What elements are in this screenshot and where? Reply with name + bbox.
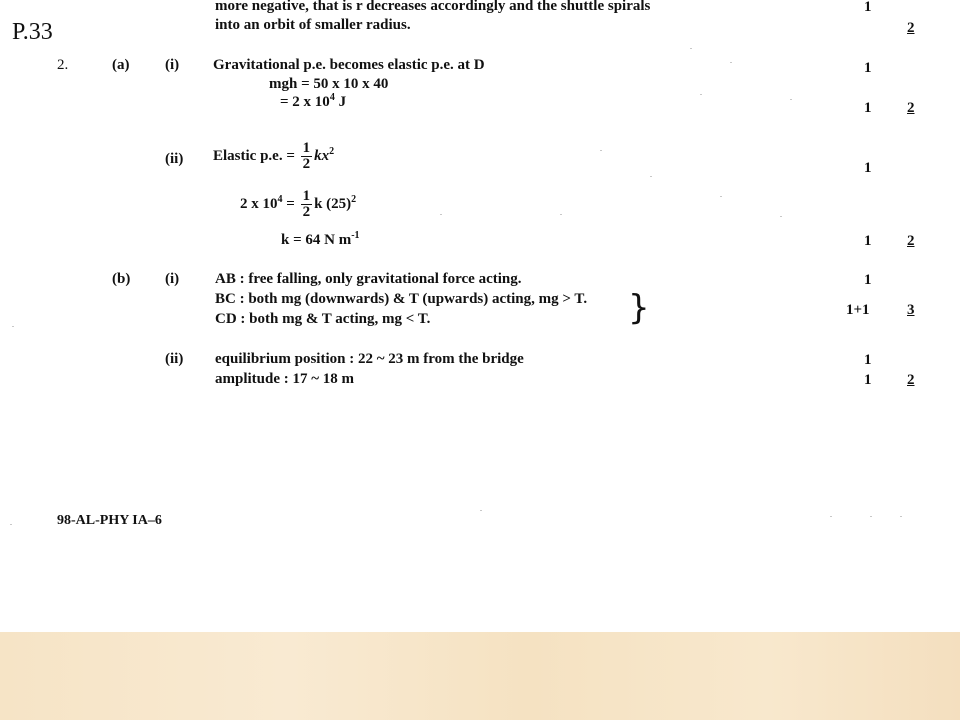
part-a-i-mark-1: 1 — [864, 60, 872, 76]
part-a-i-line-2: mgh = 50 x 10 x 40 — [269, 76, 389, 92]
fraction-half: $\frac{1}{2}$ — [302, 140, 311, 172]
page-label: P.33 — [12, 19, 53, 45]
intro-mark: 1 — [864, 0, 872, 15]
right-brace: } — [628, 288, 650, 328]
exam-code-footer: 98-AL-PHY IA–6 — [57, 513, 162, 528]
intro-total: 2 — [907, 20, 915, 36]
part-a-i-label: (i) — [165, 57, 180, 73]
part-b-label: (b) — [112, 271, 131, 287]
scan-speck — [560, 214, 562, 215]
scan-speck — [830, 516, 832, 517]
part-a-ii-total: 2 — [907, 233, 915, 249]
scan-speck — [870, 516, 872, 517]
scan-speck — [700, 94, 702, 95]
scan-speck — [900, 516, 902, 517]
part-b-i-line-2: BC : both mg (downwards) & T (upwards) acting, mg > T. — [215, 291, 588, 307]
part-a-ii-label: (ii) — [165, 151, 184, 167]
part-b-ii-mark-2: 1 — [864, 372, 872, 388]
scan-speck — [440, 214, 442, 215]
part-a-i-line-3: = 2 x $10^4$ J — [280, 92, 347, 110]
parchment-background-band — [0, 632, 960, 720]
scan-speck — [780, 216, 782, 217]
part-b-i-total: 3 — [907, 302, 915, 318]
scan-speck — [480, 510, 482, 511]
part-b-i-mark-1: 1 — [864, 272, 872, 288]
part-a-ii-line-2: 2 x $10^4$ = $\frac{1}{2}$ k $(25)^2$ — [240, 188, 357, 220]
question-number: 2. — [57, 57, 69, 73]
part-a-ii-mark-2: 1 — [864, 233, 872, 249]
part-a-label: (a) — [112, 57, 130, 73]
part-a-ii-mark-1: 1 — [864, 160, 872, 176]
part-a-i-total: 2 — [907, 100, 915, 116]
part-b-i-mark-2: 1+1 — [846, 302, 870, 318]
scan-speck — [730, 62, 732, 63]
part-a-i-mark-2: 1 — [864, 100, 872, 116]
part-a-ii-line-3: k = 64 N $m^{-1}$ — [281, 230, 360, 248]
scan-speck — [690, 48, 692, 49]
intro-line-2: into an orbit of smaller radius. — [215, 17, 411, 33]
fraction-half-2: $\frac{1}{2}$ — [302, 188, 311, 220]
part-b-i-line-3: CD : both mg & T acting, mg < T. — [215, 311, 431, 327]
scan-speck — [12, 326, 14, 327]
scan-speck — [720, 196, 722, 197]
scan-speck — [600, 150, 602, 151]
part-a-ii-line-1: Elastic p.e. = $\frac{1}{2}$ $kx^2$ — [213, 140, 335, 172]
scan-speck — [10, 524, 12, 525]
intro-line-1: more negative, that is r decreases accordingly and the shuttle spirals — [215, 0, 651, 14]
part-b-ii-total: 2 — [907, 372, 915, 388]
scan-speck — [650, 176, 652, 177]
part-b-ii-line-1: equilibrium position : 22 ~ 23 m from the bridge — [215, 351, 524, 367]
part-b-ii-mark-1: 1 — [864, 352, 872, 368]
scan-speck — [790, 99, 792, 100]
part-b-i-line-1: AB : free falling, only gravitational force acting. — [215, 271, 522, 287]
part-b-i-label: (i) — [165, 271, 180, 287]
part-a-i-line-1: Gravitational p.e. becomes elastic p.e. at D — [213, 57, 485, 73]
part-b-ii-label: (ii) — [165, 351, 184, 367]
part-b-ii-line-2: amplitude : 17 ~ 18 m — [215, 371, 355, 387]
